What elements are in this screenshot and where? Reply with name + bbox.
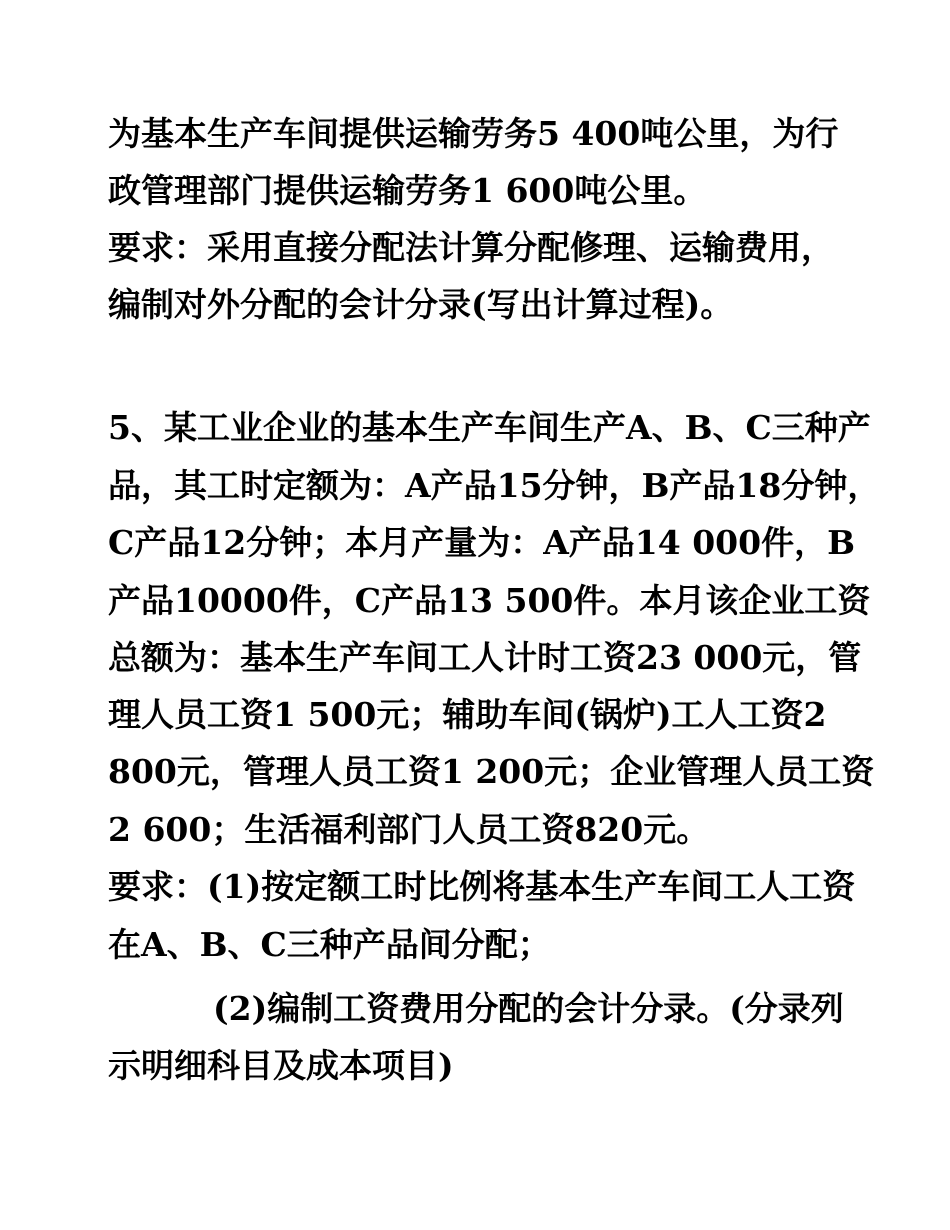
requirement-line: 要求：(1)按定额工时比例将基本生产车间工人工资 [108,867,856,906]
text-line: 编制对外分配的会计分录(写出计算过程)。 [108,285,734,324]
text-line: 政管理部门提供运输劳务1 600吨公里。 [108,171,707,210]
text-line: 在A、B、C三种产品间分配； [108,925,551,964]
text-line: 示明细科目及成本项目) [108,1046,454,1085]
text-line: 为基本生产车间提供运输劳务5 400吨公里，为行 [108,114,839,153]
text-line: 理人员工资1 500元；辅助车间(锅炉)工人工资2 [108,695,827,734]
text-line: 品，其工时定额为：A产品15分钟，B产品18分钟， [108,466,881,505]
text-line: C产品12分钟；本月产量为：A产品14 000件，B [108,523,855,562]
text-line: 产品10000件，C产品13 500件。本月该企业工资 [108,581,871,620]
requirement-item-2: (2)编制工资费用分配的会计分录。(分录列 [213,989,844,1028]
text-line: 2 600；生活福利部门人员工资820元。 [108,810,710,849]
text-line: 800元，管理人员工资1 200元；企业管理人员工资 [108,752,875,791]
text-line: 总额为：基本生产车间工人计时工资23 000元，管 [108,638,862,677]
question-5-heading: 5、某工业企业的基本生产车间生产A、B、C三种产 [108,408,871,447]
text-line: 要求：采用直接分配法计算分配修理、运输费用， [108,228,834,267]
